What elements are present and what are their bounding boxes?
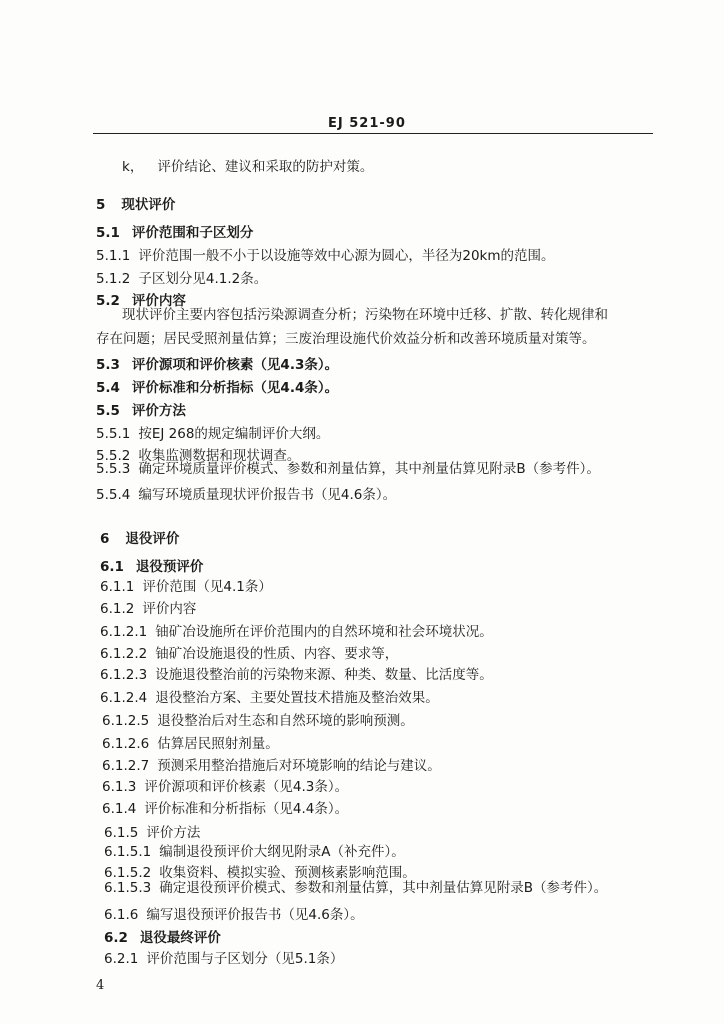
text-line: [96, 247, 555, 265]
clause-text: 编写退役预评价报告书（见4.6条）。: [146, 907, 364, 923]
text-line: [104, 906, 364, 924]
clause-number: 6.1.4: [102, 801, 137, 817]
text-line: [96, 402, 186, 420]
clause-number: 5.1.2: [96, 271, 131, 287]
text-line: [96, 379, 338, 397]
clause-text: 评价范围与子区划分（见5.1条）: [146, 951, 344, 967]
text-line: [104, 950, 343, 968]
clause-number: 5.4: [96, 380, 120, 396]
clause-number: 6.1.2.5: [102, 713, 150, 729]
text-line: [122, 158, 373, 176]
text-line: [104, 879, 607, 897]
clause-number: 6.1.2.6: [102, 736, 150, 752]
text-line: [100, 578, 272, 596]
clause-number: 6.1.2.1: [100, 624, 148, 640]
clause-number: 6.1.5.3: [104, 880, 152, 896]
text-line: [100, 558, 203, 576]
text-line: [96, 270, 267, 288]
clause-number: 6.1.6: [104, 907, 139, 923]
text-line: [100, 645, 398, 663]
text-line: [96, 486, 396, 504]
clause-text: 退役最终评价: [139, 930, 221, 946]
text-line: [100, 623, 493, 641]
text-line: [102, 778, 348, 796]
clause-number: 6.1.2.2: [100, 646, 148, 662]
clause-text: 设施退役整治前的污染物来源、种类、数量、比活度等。: [155, 667, 493, 683]
text-line: [100, 666, 493, 684]
clause-number: 5.5: [96, 403, 120, 419]
clause-text: 退役整治后对生态和自然环境的影响预测。: [157, 713, 414, 729]
clause-text: 铀矿冶设施所在评价范围内的自然环境和社会环境状况。: [155, 624, 493, 640]
clause-number: 6.1.5.1: [104, 844, 152, 860]
clause-text: 存在问题；居民受照剂量估算；三废治理设施代价效益分析和改善环境质量对策等。: [96, 331, 596, 347]
clause-number: 6.1.2.4: [100, 690, 148, 706]
text-line: [104, 824, 200, 842]
clause-number: 6.1.2.3: [100, 667, 148, 683]
clause-text: 按EJ 268的规定编制评价大纲。: [138, 426, 330, 442]
clause-text: 评价范围（见4.1条）: [142, 579, 272, 595]
clause-text: 估算居民照射剂量。: [157, 736, 279, 752]
clause-number: 6.1.5.2: [104, 865, 152, 881]
clause-number: 6.1.5: [104, 825, 139, 841]
text-line: [96, 224, 253, 242]
clause-number: 5.2: [96, 293, 120, 309]
text-line: [96, 330, 596, 348]
clause-text: 评价内容: [131, 293, 186, 309]
clause-text: 评价范围一般不小于以设施等效中心源为圆心，半径为20km的范围。: [138, 248, 555, 264]
clause-number: 6: [100, 531, 110, 547]
text-line: [102, 757, 441, 775]
clause-text: 评价内容: [142, 601, 197, 617]
clause-text: 铀矿冶设施退役的性质、内容、要求等，: [155, 646, 399, 662]
clause-number: k，: [122, 159, 144, 175]
clause-number: 5.3: [96, 357, 120, 373]
clause-number: 5.5.2: [96, 448, 131, 464]
clause-number: 5.5.4: [96, 487, 131, 503]
clause-text: 评价标准和分析指标（见4.4条）。: [144, 801, 349, 817]
text-line: [104, 929, 221, 947]
clause-text: 评价源项和评价核素（见4.3条）。: [131, 357, 339, 373]
clause-text: 收集资料、模拟实验、预测核素影响范围。: [159, 865, 416, 881]
clause-number: 6.1: [100, 559, 124, 575]
text-line: [102, 735, 279, 753]
text-line: [102, 712, 414, 730]
clause-text: 退役评价: [125, 531, 180, 547]
clause-text: 编制退役预评价大纲见附录A（补充件）。: [159, 844, 405, 860]
text-line: [96, 425, 329, 443]
clause-text: 子区划分见4.1.2条。: [138, 271, 268, 287]
clause-number: 5.5.3: [96, 461, 131, 477]
clause-text: 确定退役预评价模式、参数和剂量估算，其中剂量估算见附录B（参考件）。: [159, 880, 608, 896]
clause-text: 评价方法: [131, 403, 186, 419]
clause-text: 评价标准和分析指标（见4.4条）。: [131, 380, 339, 396]
standard-code: EJ 521-90: [328, 116, 406, 131]
text-line: [102, 800, 348, 818]
text-line: [100, 689, 439, 707]
text-line: [96, 196, 175, 214]
clause-number: 6.1.1: [100, 579, 135, 595]
page-number: 4: [96, 978, 105, 993]
text-line: [96, 460, 600, 478]
clause-text: 编写环境质量现状评价报告书（见4.6条）。: [138, 487, 397, 503]
clause-text: 退役预评价: [135, 559, 204, 575]
clause-text: 收集监测数据和现状调查。: [138, 448, 301, 464]
clause-number: 6.2: [104, 930, 128, 946]
header-rule: [93, 133, 653, 134]
clause-text: 退役整治方案、主要处置技术措施及整治效果。: [155, 690, 439, 706]
clause-number: 5: [96, 197, 106, 213]
clause-number: 6.1.2: [100, 601, 135, 617]
clause-number: 5.1.1: [96, 248, 131, 264]
clause-text: 评价源项和评价核素（见4.3条）。: [144, 779, 349, 795]
text-line: [122, 306, 608, 324]
clause-number: 5.1: [96, 225, 120, 241]
clause-text: 确定环境质量评价模式、参数和剂量估算，其中剂量估算见附录B（参考件）。: [138, 461, 600, 477]
clause-text: 评价结论、建议和采取的防护对策。: [157, 159, 374, 175]
clause-number: 6.1.3: [102, 779, 137, 795]
text-line: [100, 600, 196, 618]
text-line: [104, 843, 405, 861]
clause-text: 评价范围和子区划分: [131, 225, 254, 241]
text-line: [100, 530, 179, 548]
clause-number: 6.2.1: [104, 951, 139, 967]
clause-text: 预测采用整治措施后对环境影响的结论与建议。: [157, 758, 441, 774]
clause-text: 现状评价主要内容包括污染源调查分析；污染物在环境中迁移、扩散、转化规律和: [122, 307, 608, 323]
clause-number: 5.5.1: [96, 426, 131, 442]
clause-number: 6.1.2.7: [102, 758, 150, 774]
clause-text: 现状评价: [121, 197, 176, 213]
text-line: [96, 356, 338, 374]
clause-text: 评价方法: [146, 825, 201, 841]
